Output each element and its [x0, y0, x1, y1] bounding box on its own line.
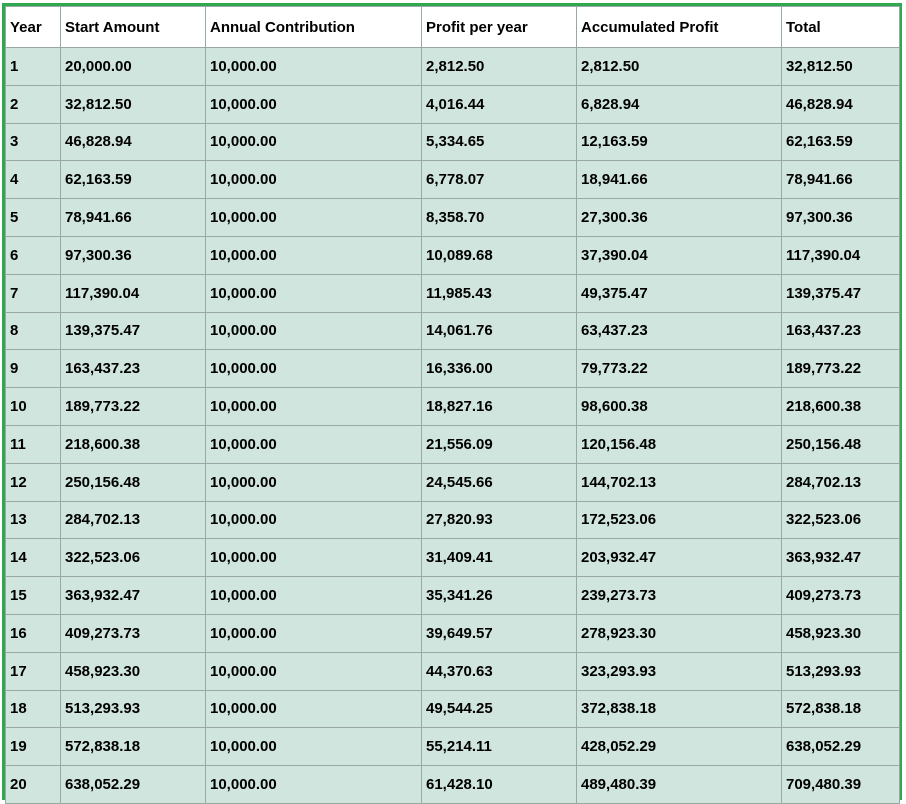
cell-profit-per-year: 31,409.41 — [422, 539, 577, 577]
table-row — [6, 312, 900, 350]
table-row — [6, 274, 900, 312]
cell-year: 16 — [6, 614, 61, 652]
cell-total: 572,838.18 — [782, 690, 900, 728]
cell-accumulated-profit: 144,702.13 — [577, 463, 782, 501]
cell-year: 15 — [6, 577, 61, 615]
cell-total: 284,702.13 — [782, 463, 900, 501]
cell-annual-contribution: 10,000.00 — [206, 199, 422, 237]
cell-accumulated-profit: 489,480.39 — [577, 766, 782, 804]
cell-annual-contribution: 10,000.00 — [206, 463, 422, 501]
table-row — [6, 728, 900, 766]
cell-profit-per-year: 5,334.65 — [422, 123, 577, 161]
table-header — [6, 7, 900, 48]
cell-accumulated-profit: 120,156.48 — [577, 425, 782, 463]
header-accumulated-profit: Accumulated Profit — [577, 7, 782, 48]
table-row — [6, 48, 900, 86]
cell-annual-contribution: 10,000.00 — [206, 388, 422, 426]
cell-annual-contribution: 10,000.00 — [206, 85, 422, 123]
cell-start-amount: 163,437.23 — [61, 350, 206, 388]
cell-total: 139,375.47 — [782, 274, 900, 312]
cell-total: 409,273.73 — [782, 577, 900, 615]
cell-profit-per-year: 11,985.43 — [422, 274, 577, 312]
cell-start-amount: 572,838.18 — [61, 728, 206, 766]
cell-profit-per-year: 4,016.44 — [422, 85, 577, 123]
cell-start-amount: 139,375.47 — [61, 312, 206, 350]
cell-accumulated-profit: 372,838.18 — [577, 690, 782, 728]
cell-total: 46,828.94 — [782, 85, 900, 123]
cell-year: 5 — [6, 199, 61, 237]
cell-start-amount: 62,163.59 — [61, 161, 206, 199]
header-profit-per-year: Profit per year — [422, 7, 577, 48]
cell-start-amount: 46,828.94 — [61, 123, 206, 161]
cell-year: 9 — [6, 350, 61, 388]
cell-accumulated-profit: 27,300.36 — [577, 199, 782, 237]
cell-accumulated-profit: 203,932.47 — [577, 539, 782, 577]
cell-annual-contribution: 10,000.00 — [206, 614, 422, 652]
cell-profit-per-year: 55,214.11 — [422, 728, 577, 766]
cell-accumulated-profit: 323,293.93 — [577, 652, 782, 690]
cell-year: 20 — [6, 766, 61, 804]
cell-profit-per-year: 8,358.70 — [422, 199, 577, 237]
cell-accumulated-profit: 239,273.73 — [577, 577, 782, 615]
cell-year: 4 — [6, 161, 61, 199]
cell-annual-contribution: 10,000.00 — [206, 690, 422, 728]
cell-year: 19 — [6, 728, 61, 766]
cell-year: 12 — [6, 463, 61, 501]
cell-year: 8 — [6, 312, 61, 350]
cell-start-amount: 97,300.36 — [61, 236, 206, 274]
cell-accumulated-profit: 2,812.50 — [577, 48, 782, 86]
cell-total: 78,941.66 — [782, 161, 900, 199]
cell-year: 2 — [6, 85, 61, 123]
table-row — [6, 199, 900, 237]
cell-total: 458,923.30 — [782, 614, 900, 652]
table-body — [6, 48, 900, 804]
cell-start-amount: 78,941.66 — [61, 199, 206, 237]
cell-total: 97,300.36 — [782, 199, 900, 237]
cell-accumulated-profit: 12,163.59 — [577, 123, 782, 161]
cell-annual-contribution: 10,000.00 — [206, 425, 422, 463]
cell-profit-per-year: 14,061.76 — [422, 312, 577, 350]
header-year: Year — [6, 7, 61, 48]
table-row — [6, 577, 900, 615]
cell-total: 513,293.93 — [782, 652, 900, 690]
cell-year: 6 — [6, 236, 61, 274]
table-row — [6, 161, 900, 199]
cell-year: 11 — [6, 425, 61, 463]
cell-year: 17 — [6, 652, 61, 690]
cell-total: 709,480.39 — [782, 766, 900, 804]
table-row — [6, 388, 900, 426]
cell-accumulated-profit: 37,390.04 — [577, 236, 782, 274]
cell-profit-per-year: 27,820.93 — [422, 501, 577, 539]
cell-start-amount: 20,000.00 — [61, 48, 206, 86]
table-row — [6, 123, 900, 161]
header-total: Total — [782, 7, 900, 48]
cell-annual-contribution: 10,000.00 — [206, 48, 422, 86]
cell-year: 3 — [6, 123, 61, 161]
table-row — [6, 539, 900, 577]
table-row — [6, 614, 900, 652]
cell-profit-per-year: 49,544.25 — [422, 690, 577, 728]
table-row — [6, 350, 900, 388]
cell-annual-contribution: 10,000.00 — [206, 161, 422, 199]
cell-total: 32,812.50 — [782, 48, 900, 86]
cell-total: 250,156.48 — [782, 425, 900, 463]
cell-accumulated-profit: 18,941.66 — [577, 161, 782, 199]
cell-start-amount: 513,293.93 — [61, 690, 206, 728]
cell-accumulated-profit: 63,437.23 — [577, 312, 782, 350]
cell-profit-per-year: 24,545.66 — [422, 463, 577, 501]
cell-profit-per-year: 61,428.10 — [422, 766, 577, 804]
cell-profit-per-year: 44,370.63 — [422, 652, 577, 690]
cell-start-amount: 250,156.48 — [61, 463, 206, 501]
cell-start-amount: 638,052.29 — [61, 766, 206, 804]
investment-table — [5, 6, 900, 804]
cell-annual-contribution: 10,000.00 — [206, 274, 422, 312]
cell-year: 13 — [6, 501, 61, 539]
cell-profit-per-year: 39,649.57 — [422, 614, 577, 652]
table-row — [6, 425, 900, 463]
cell-accumulated-profit: 172,523.06 — [577, 501, 782, 539]
cell-accumulated-profit: 278,923.30 — [577, 614, 782, 652]
table-frame — [2, 3, 902, 800]
cell-start-amount: 218,600.38 — [61, 425, 206, 463]
cell-annual-contribution: 10,000.00 — [206, 577, 422, 615]
cell-total: 638,052.29 — [782, 728, 900, 766]
cell-start-amount: 32,812.50 — [61, 85, 206, 123]
cell-annual-contribution: 10,000.00 — [206, 123, 422, 161]
header-annual-contribution: Annual Contribution — [206, 7, 422, 48]
table-row — [6, 85, 900, 123]
cell-total: 218,600.38 — [782, 388, 900, 426]
header-row — [6, 7, 900, 48]
table-row — [6, 236, 900, 274]
cell-year: 18 — [6, 690, 61, 728]
cell-profit-per-year: 2,812.50 — [422, 48, 577, 86]
cell-year: 7 — [6, 274, 61, 312]
cell-profit-per-year: 10,089.68 — [422, 236, 577, 274]
cell-start-amount: 409,273.73 — [61, 614, 206, 652]
cell-start-amount: 117,390.04 — [61, 274, 206, 312]
cell-accumulated-profit: 428,052.29 — [577, 728, 782, 766]
cell-accumulated-profit: 6,828.94 — [577, 85, 782, 123]
cell-total: 117,390.04 — [782, 236, 900, 274]
cell-profit-per-year: 16,336.00 — [422, 350, 577, 388]
cell-total: 322,523.06 — [782, 501, 900, 539]
cell-annual-contribution: 10,000.00 — [206, 350, 422, 388]
cell-start-amount: 458,923.30 — [61, 652, 206, 690]
cell-start-amount: 363,932.47 — [61, 577, 206, 615]
cell-year: 14 — [6, 539, 61, 577]
cell-total: 163,437.23 — [782, 312, 900, 350]
table-row — [6, 501, 900, 539]
cell-start-amount: 284,702.13 — [61, 501, 206, 539]
cell-annual-contribution: 10,000.00 — [206, 236, 422, 274]
cell-total: 363,932.47 — [782, 539, 900, 577]
cell-annual-contribution: 10,000.00 — [206, 652, 422, 690]
cell-start-amount: 189,773.22 — [61, 388, 206, 426]
table-row — [6, 690, 900, 728]
cell-total: 62,163.59 — [782, 123, 900, 161]
cell-annual-contribution: 10,000.00 — [206, 539, 422, 577]
cell-year: 1 — [6, 48, 61, 86]
cell-accumulated-profit: 79,773.22 — [577, 350, 782, 388]
table-row — [6, 652, 900, 690]
cell-annual-contribution: 10,000.00 — [206, 312, 422, 350]
cell-profit-per-year: 35,341.26 — [422, 577, 577, 615]
cell-accumulated-profit: 98,600.38 — [577, 388, 782, 426]
cell-accumulated-profit: 49,375.47 — [577, 274, 782, 312]
cell-profit-per-year: 21,556.09 — [422, 425, 577, 463]
cell-annual-contribution: 10,000.00 — [206, 501, 422, 539]
cell-annual-contribution: 10,000.00 — [206, 728, 422, 766]
cell-start-amount: 322,523.06 — [61, 539, 206, 577]
header-start-amount: Start Amount — [61, 7, 206, 48]
cell-year: 10 — [6, 388, 61, 426]
cell-profit-per-year: 18,827.16 — [422, 388, 577, 426]
table-row — [6, 766, 900, 804]
cell-profit-per-year: 6,778.07 — [422, 161, 577, 199]
cell-total: 189,773.22 — [782, 350, 900, 388]
cell-annual-contribution: 10,000.00 — [206, 766, 422, 804]
table-row — [6, 463, 900, 501]
